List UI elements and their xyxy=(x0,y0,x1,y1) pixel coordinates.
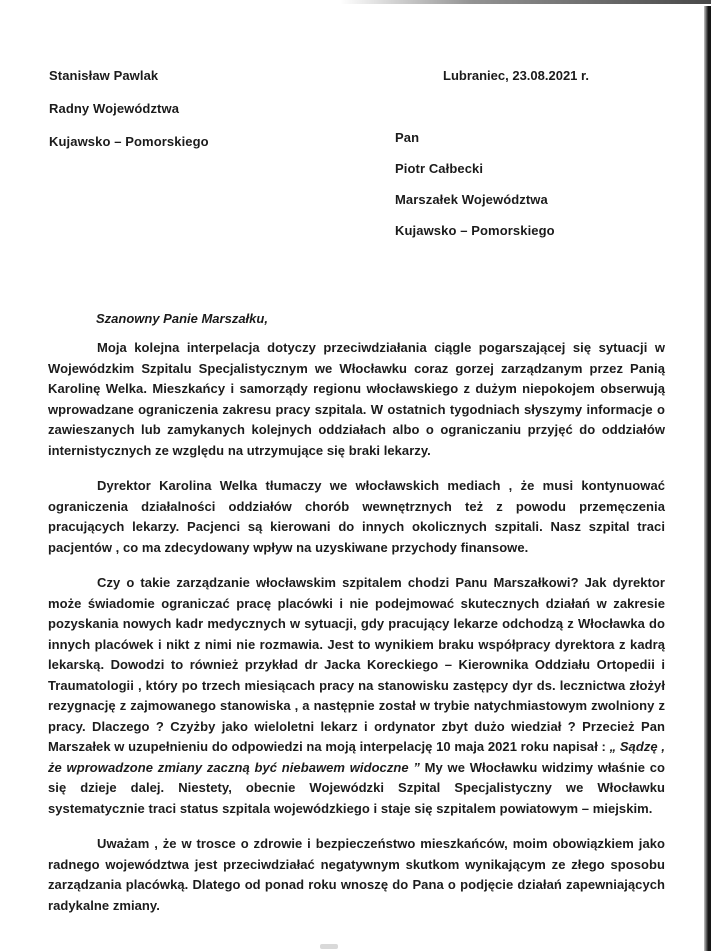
scan-artifact-top-edge xyxy=(340,0,711,4)
paragraph-2: Dyrektor Karolina Welka tłumaczy we włocławskich mediach , że musi kontynuować ograniczenia działalności oddziałów chorób wewnętrznych też z powodu przemęczenia pracujących lekarzy. Pacjenci są kierowani do innych okolicznych szpitali. Nasz szpital traci pacjentów , co ma zdecydowany wpływ na uzyskiwane przychody finansowe. xyxy=(48,478,665,555)
date-line: Lubraniec, 23.08.2021 r. xyxy=(443,68,589,83)
sender-block xyxy=(49,68,209,167)
scan-artifact-right-edge xyxy=(704,6,711,951)
recipient-block xyxy=(395,130,555,254)
paragraph-1: Moja kolejna interpelacja dotyczy przeciwdziałania ciągle pogarszającej się sytuacji w Wojewódzkim Szpitalu Specjalistycznym we Włocławku coraz gorzej zarządzanym przez Panią Karolinę Welka. Mieszkańcy i samorządy regionu włocławskiego z dużym niepokojem obserwują wprowadzane ograniczenia zakresu pracy szpitala. W ostatnich tygodniach słyszymy informacje o zawieszanych lub zamykanych kolejnych oddziałach albo o ograniczaniu przyjęć do oddziałów internistycznych ze względu na utrzymujące się braki lekarzy. xyxy=(48,340,665,458)
recipient-title-line2: Kujawsko – Pomorskiego xyxy=(395,223,555,238)
paragraph-3-text-after-quote: My we Włocławku widzimy właśnie co się dzieje dalej. Niestety, obecnie Wojewódzki Szpital Specjalistyczny we Włocławku systematycznie traci status szpitala wojewódzkiego i staje się szpitalem powiatowym – miejskim. xyxy=(48,759,665,816)
sender-title-line1: Radny Województwa xyxy=(49,101,180,116)
scan-artifact-bottom-smudge xyxy=(320,944,338,949)
letter-body xyxy=(48,310,665,931)
recipient-name: Piotr Całbecki xyxy=(395,161,484,176)
salutation: Szanowny Panie Marszałku, xyxy=(96,311,268,326)
sender-title-line2: Kujawsko – Pomorskiego xyxy=(49,134,209,149)
sender-name: Stanisław Pawlak xyxy=(49,68,159,83)
recipient-title-line1: Marszałek Województwa xyxy=(395,192,548,207)
paragraph-3-text-before-quote: Czy o takie zarządzanie włocławskim szpitalem chodzi Panu Marszałkowi? Jak dyrektor może świadomie ograniczać pracę placówki i nie podejmować skutecznych działań w zakresie pozyskania nowych kadr medycznych w sytuacji, gdy pracujący lekarze odchodzą z Włocławka do innych placówek i nikt z nimi nie rozmawia. Jest to wynikiem braku współpracy dyrektora z kadrą lekarską. Dowodzi to również przykład dr Jacka Koreckiego – Kierownika Oddziału Ortopedii i Traumatologii , który po trzech miesiącach pracy na stanowisku zastępcy dyr ds. lecznictwa złożył rezygnację z zajmowanego stanowiska , a następnie został w trybie natychmiastowym zwolniony z pracy. Dlaczego ? Czyżby jako wieloletni lekarz i ordynator zbyt dużo wiedział ? Przecież Pan Marszałek w uzupełnieniu do odpowiedzi na moją interpelację 10 maja 2021 roku napisał : xyxy=(48,575,665,754)
recipient-honorific: Pan xyxy=(395,130,420,145)
paragraph-3 xyxy=(48,573,665,819)
paragraph-3-quote: „ Sądzę , że wprowadzone zmiany zaczną być niebawem widoczne ” xyxy=(48,739,665,775)
paragraph-4: Uważam , że w trosce o zdrowie i bezpieczeństwo mieszkańców, moim obowiązkiem jako radnego województwa jest przeciwdziałać negatywnym skutkom wynikającym ze złego sposobu zarządzania placówką. Dlatego od ponad roku wnoszę do Pana o podjęcie działań zapewniających radykalne zmiany. xyxy=(48,836,665,913)
